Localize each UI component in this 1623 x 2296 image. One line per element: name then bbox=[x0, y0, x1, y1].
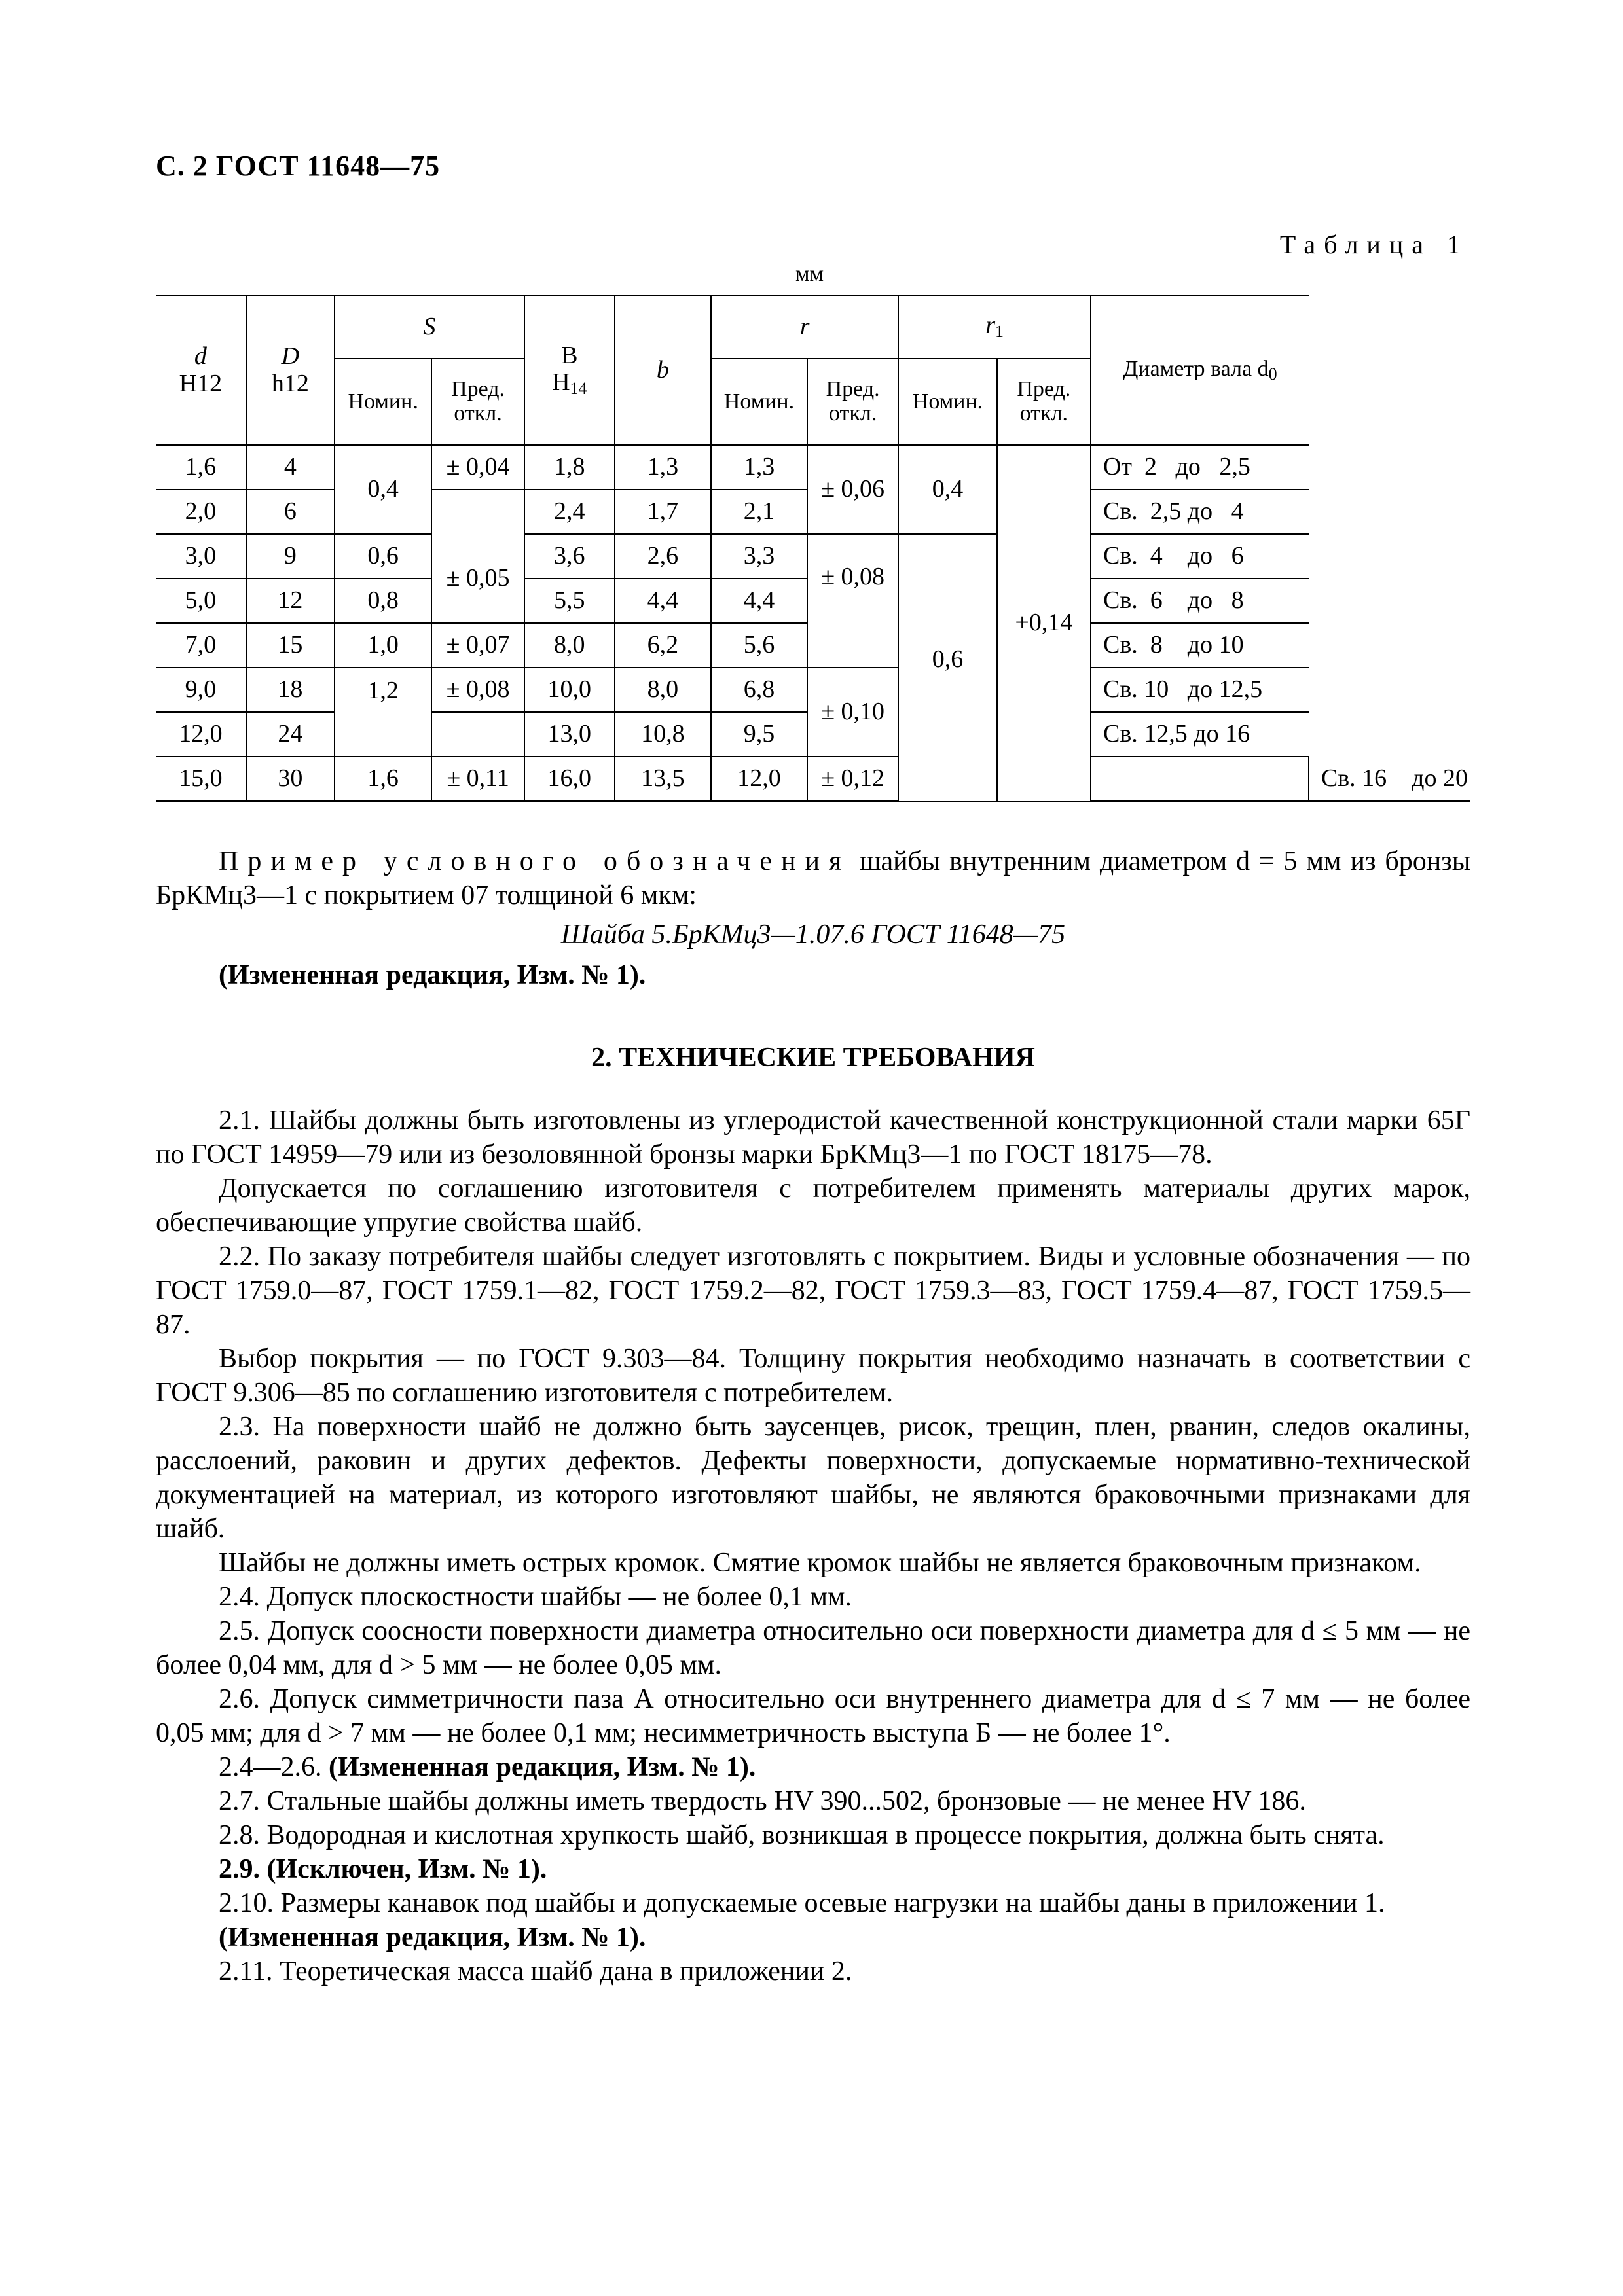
table-row bbox=[156, 445, 1470, 490]
cell-D: 6 bbox=[246, 490, 335, 534]
cell-r-nom: 1,3 bbox=[711, 445, 807, 490]
example-change-note: (Измененная редакция, Изм. № 1). bbox=[219, 960, 646, 990]
cell-d0: Св. 4 до 6 bbox=[1091, 534, 1309, 579]
paragraph-2-9: 2.9. (Исключен, Изм. № 1). bbox=[219, 1854, 547, 1884]
cell-B: 5,5 bbox=[524, 579, 615, 623]
cell-D: 12 bbox=[246, 579, 335, 623]
cell-d0: Св. 8 до 10 bbox=[1091, 623, 1309, 668]
cell-D: 4 bbox=[246, 445, 335, 490]
example-text: шайбы внутренним диаметром d = 5 мм из бронзы БрКМц3—1 с покрытием 07 толщиной 6 мкм: bbox=[156, 846, 1470, 910]
cell-r1-nom bbox=[1091, 757, 1309, 802]
paragraph-2-5: 2.5. Допуск соосности поверхности диаметра относительно оси поверхности диаметра для d ≤ 5 мм — не более 0,04 мм, для d > 5 мм — не более 0,05 мм. bbox=[156, 1616, 1470, 1680]
cell-S-nom: 0,8 bbox=[335, 579, 431, 623]
example-lead: Пример условного обозначения bbox=[219, 846, 851, 876]
cell-r-nom: 2,1 bbox=[711, 490, 807, 534]
requirements-body bbox=[156, 1103, 1470, 1988]
cell-r-dev: ± 0,10 bbox=[807, 668, 898, 757]
col-header-S-dev: Пред. откл. bbox=[431, 359, 524, 445]
cell-S-dev: ± 0,11 bbox=[431, 757, 524, 802]
cell-d0: Св. 12,5 до 16 bbox=[1091, 712, 1309, 757]
col-header-S: S bbox=[335, 296, 524, 359]
paragraph-2-3b: Шайбы не должны иметь острых кромок. Смятие кромок шайбы не является браковочным признаком. bbox=[219, 1548, 1421, 1578]
section-title: 2. ТЕХНИЧЕСКИЕ ТРЕБОВАНИЯ bbox=[591, 1043, 1035, 1073]
cell-S-nom: 1,0 bbox=[335, 623, 431, 668]
col-header-d: d H12 bbox=[156, 296, 246, 445]
col-header-r1: $r_1$ bbox=[898, 296, 1091, 359]
cell-d0: Св. 2,5 до 4 bbox=[1091, 490, 1309, 534]
col-header-D: D h12 bbox=[246, 296, 335, 445]
table-row bbox=[156, 534, 1470, 579]
cell-D: 30 bbox=[246, 757, 335, 802]
paragraph-2-1b: Допускается по соглашению изготовителя с потребителем применять материалы других марок, обеспечивающие упругие свойства шайб. bbox=[156, 1174, 1470, 1238]
cell-B: 16,0 bbox=[524, 757, 615, 802]
cell-r1-nom: 0,4 bbox=[898, 445, 996, 535]
example-designation: Шайба 5.БрКМц3—1.07.6 ГОСТ 11648—75 bbox=[560, 920, 1066, 950]
cell-b: 1,3 bbox=[615, 445, 711, 490]
cell-B: 3,6 bbox=[524, 534, 615, 579]
paragraph-2-7: 2.7. Стальные шайбы должны иметь твердость HV 390...502, бронзовые — не менее HV 186. bbox=[219, 1786, 1306, 1816]
cell-S-nom: 1,2 bbox=[335, 668, 431, 757]
cell-B: 8,0 bbox=[524, 623, 615, 668]
cell-b: 2,6 bbox=[615, 534, 711, 579]
table-caption: Таблица 1 bbox=[1279, 230, 1468, 259]
cell-D: 24 bbox=[246, 712, 335, 757]
paragraph-2-6: 2.6. Допуск симметричности паза А относительно оси внутреннего диаметра для d ≤ 7 мм — не более 0,05 мм; для d > 7 мм — не более 0,1 мм; несимметричность выступа Б — не более 1°. bbox=[156, 1684, 1470, 1748]
cell-B: 13,0 bbox=[524, 712, 615, 757]
example-paragraph bbox=[156, 844, 1470, 912]
cell-r1-nom: 0,6 bbox=[898, 534, 996, 802]
cell-d: 15,0 bbox=[156, 757, 246, 802]
cell-d: 12,0 bbox=[156, 712, 246, 757]
cell-b: 8,0 bbox=[615, 668, 711, 712]
cell-d0: Св. 6 до 8 bbox=[1091, 579, 1309, 623]
cell-d: 2,0 bbox=[156, 490, 246, 534]
dimensions-table bbox=[156, 295, 1470, 802]
cell-S-nom: 0,6 bbox=[335, 534, 431, 579]
cell-D: 9 bbox=[246, 534, 335, 579]
cell-d: 7,0 bbox=[156, 623, 246, 668]
example-block bbox=[156, 844, 1470, 992]
col-header-r1-nom: Номин. bbox=[898, 359, 996, 445]
cell-b: 13,5 bbox=[615, 757, 711, 802]
cell-r-nom: 9,5 bbox=[711, 712, 807, 757]
cell-S-dev: ± 0,04 bbox=[431, 445, 524, 490]
table-row bbox=[156, 757, 1470, 802]
cell-S-nom: 0,4 bbox=[335, 445, 431, 535]
cell-S-dev: ± 0,07 bbox=[431, 623, 524, 668]
paragraph-2-10: 2.10. Размеры канавок под шайбы и допускаемые осевые нагрузки на шайбы даны в приложении 1. bbox=[219, 1888, 1385, 1918]
cell-b: 1,7 bbox=[615, 490, 711, 534]
col-header-S-nom: Номин. bbox=[335, 359, 431, 445]
col-header-r1-dev: Пред. откл. bbox=[997, 359, 1091, 445]
cell-S-dev: ± 0,05 bbox=[431, 534, 524, 623]
cell-D: 18 bbox=[246, 668, 335, 712]
cell-B: 10,0 bbox=[524, 668, 615, 712]
cell-d: 9,0 bbox=[156, 668, 246, 712]
paragraph-2-8: 2.8. Водородная и кислотная хрупкость шайб, возникшая в процессе покрытия, должна быть снята. bbox=[219, 1820, 1385, 1850]
col-header-r-dev: Пред. откл. bbox=[807, 359, 898, 445]
cell-d: 1,6 bbox=[156, 445, 246, 490]
col-header-b: b bbox=[615, 296, 711, 445]
cell-r-dev: ± 0,06 bbox=[807, 445, 898, 535]
cell-d0: От 2 до 2,5 bbox=[1091, 445, 1309, 490]
cell-r-nom: 5,6 bbox=[711, 623, 807, 668]
paragraph-2-11: 2.11. Теоретическая масса шайб дана в приложении 2. bbox=[219, 1956, 852, 1986]
cell-r-dev: ± 0,12 bbox=[807, 757, 898, 802]
cell-b: 6,2 bbox=[615, 623, 711, 668]
cell-r-nom: 12,0 bbox=[711, 757, 807, 802]
cell-r1-dev: +0,14 bbox=[997, 445, 1091, 802]
paragraph-2-2: 2.2. По заказу потребителя шайбы следует изготовлять с покрытием. Виды и условные обозначения — по ГОСТ 1759.0—87, ГОСТ 1759.1—82, ГОСТ 1759.2—82, ГОСТ 1759.3—83, ГОСТ 1759.4—87, ГОСТ 1759.5—87. bbox=[156, 1242, 1470, 1340]
paragraph-2-4: 2.4. Допуск плоскостности шайбы — не более 0,1 мм. bbox=[219, 1582, 852, 1612]
cell-d0: Св. 10 до 12,5 bbox=[1091, 668, 1309, 712]
page-header: С. 2 ГОСТ 11648—75 bbox=[156, 150, 441, 182]
cell-d0: Св. 16 до 20 bbox=[1309, 757, 1470, 802]
cell-b: 10,8 bbox=[615, 712, 711, 757]
cell-S-dev: ± 0,08 bbox=[431, 668, 524, 712]
col-header-r: r bbox=[711, 296, 898, 359]
cell-b: 4,4 bbox=[615, 579, 711, 623]
table-row bbox=[156, 668, 1470, 712]
cell-S-nom: 1,6 bbox=[335, 757, 431, 802]
paragraph-2-10-note: (Измененная редакция, Изм. № 1). bbox=[219, 1922, 646, 1952]
cell-D: 15 bbox=[246, 623, 335, 668]
paragraph-2-4-2-6: 2.4—2.6. (Измененная редакция, Изм. № 1). bbox=[219, 1752, 756, 1782]
cell-B: 1,8 bbox=[524, 445, 615, 490]
col-header-r-nom: Номин. bbox=[711, 359, 807, 445]
cell-d: 3,0 bbox=[156, 534, 246, 579]
cell-d: 5,0 bbox=[156, 579, 246, 623]
cell-r-nom: 3,3 bbox=[711, 534, 807, 579]
paragraph-2-1: 2.1. Шайбы должны быть изготовлены из углеродистой качественной конструкционной стали марки 65Г по ГОСТ 14959—79 или из безоловянной бронзы марки БрКМц3—1 по ГОСТ 18175—78. bbox=[156, 1105, 1470, 1170]
cell-r-nom: 6,8 bbox=[711, 668, 807, 712]
cell-B: 2,4 bbox=[524, 490, 615, 534]
table-units: мм bbox=[795, 262, 824, 286]
paragraph-2-2b: Выбор покрытия — по ГОСТ 9.303—84. Толщину покрытия необходимо назначать в соответствии с ГОСТ 9.306—85 по соглашению изготовителя с потребителем. bbox=[156, 1344, 1470, 1408]
cell-r-dev: ± 0,08 bbox=[807, 534, 898, 668]
paragraph-2-3: 2.3. На поверхности шайб не должно быть заусенцев, рисок, трещин, плен, рванин, следов окалины, расслоений, раковин и других дефектов. Дефекты поверхности, допускаемые нормативно-технической документацией на материал, из которого изготовляют шайбы, не являются браковочными признаками для шайб. bbox=[156, 1412, 1470, 1544]
col-header-d0: Диаметр вала $d_0$ bbox=[1091, 296, 1309, 445]
col-header-B: B $H_{14}$ bbox=[524, 296, 615, 445]
cell-r-nom: 4,4 bbox=[711, 579, 807, 623]
